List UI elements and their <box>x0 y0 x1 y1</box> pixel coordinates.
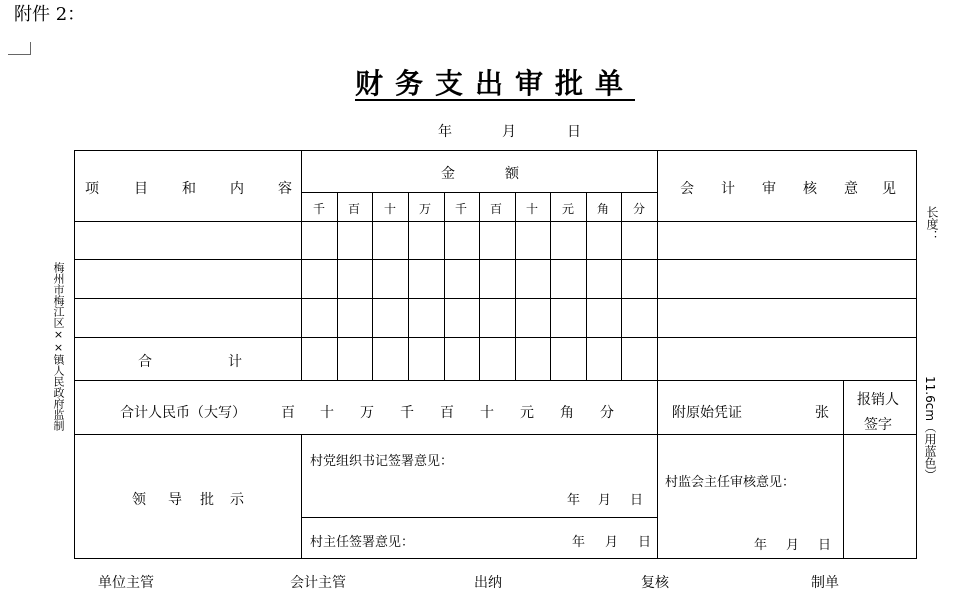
footer-accounting-head: 会计主管 <box>290 575 346 591</box>
director-label: 村主任签署意见： <box>310 535 415 550</box>
attachment-label: 附件 2： <box>14 4 86 25</box>
date-month: 月 <box>502 124 516 140</box>
reimburser-sign: 签字 <box>864 417 892 433</box>
corner-mark <box>8 42 31 55</box>
voucher-label: 附原始凭证 <box>672 405 742 421</box>
issuer-vertical-text: 梅州市梅江区××镇人民政府监制 <box>52 262 65 431</box>
footer-preparer: 制单 <box>811 575 839 591</box>
date-day: 日 <box>567 124 581 140</box>
reimburser-label: 报销人 <box>857 392 899 408</box>
rmb-label: 合计人民币（大写） <box>120 405 246 421</box>
party-secretary-label: 村党组织书记签署意见： <box>310 454 454 469</box>
date-year: 年 <box>438 124 452 140</box>
length-value: 11.6cm（用蓝色） <box>923 376 937 482</box>
supervisor-label: 村监会主任审核意见： <box>665 475 796 490</box>
footer-reviewer: 复核 <box>641 575 669 591</box>
voucher-unit: 张 <box>815 405 829 421</box>
form-title: 财务支出审批单 <box>354 67 635 100</box>
footer-cashier: 出纳 <box>474 575 502 591</box>
footer-unit-head: 单位主管 <box>98 575 154 591</box>
length-label: 长度： <box>925 206 939 242</box>
